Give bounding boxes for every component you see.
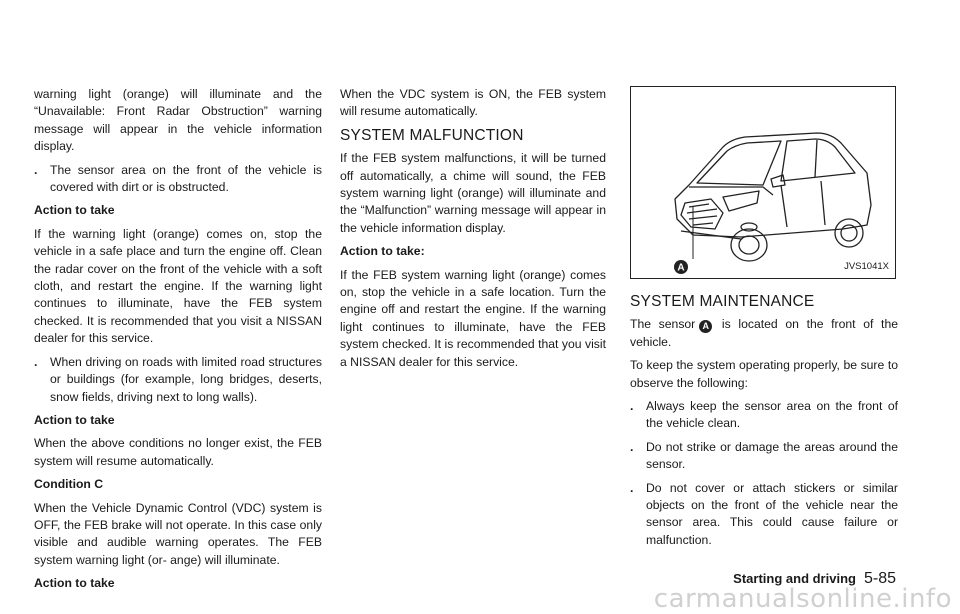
- column-right: [630, 86, 898, 555]
- bullet-text: The sensor area on the front of the vehicle is covered with dirt or is obstructed.: [50, 162, 322, 195]
- bullet-item: [630, 480, 898, 550]
- paragraph: If the warning light (orange) comes on, stop the vehicle in a safe place and turn the engine off. Clean the radar cover on the front of the vehicle with a soft cloth, and restart the engine. If the warning light continues to illuminate, have the FEB system checked. It is recommended that you visit a NISSAN dealer for this service.: [34, 226, 322, 346]
- bullet-item: [630, 398, 898, 433]
- paragraph: If the FEB system warning light (orange) comes on, stop the vehicle in a safe location. Turn the engine off and restart the engine. If the warning light continues to illuminate, have the FEB system checked. It is recommended that you visit a NISSAN dealer for this service.: [340, 267, 606, 369]
- bullet-marker: .: [630, 480, 634, 495]
- subheading-action-to-take: Action to take: [34, 412, 115, 427]
- bullet-marker: .: [630, 399, 634, 414]
- footer-section-title: Starting and driving: [733, 571, 856, 586]
- paragraph: When the above conditions no longer exist, the FEB system will resume automatically.: [34, 436, 322, 468]
- bullet-text: When driving on roads with limited road structures or buildings (for example, long bridges, deserts, snow fields, driving next to long walls).: [50, 354, 322, 404]
- subheading-action-to-take: Action to take: [34, 576, 115, 591]
- paragraph: [630, 316, 898, 351]
- section-heading-system-maintenance: SYSTEM MAINTENANCE: [630, 293, 815, 310]
- paragraph: If the FEB system malfunctions, it will be turned off automatically, a chime will sound, the FEB system warning light (orange) will illuminate and the “Malfunction” warning message will appear in the vehicle information display.: [340, 151, 606, 235]
- bullet-text: Always keep the sensor area on the front of the vehicle clean.: [646, 399, 898, 431]
- column-middle: [340, 86, 606, 377]
- callout-a-label: A: [677, 262, 685, 274]
- sensor-text: The sensor: [630, 317, 696, 332]
- column-left: [34, 86, 322, 599]
- bullet-text: Do not strike or damage the areas around the sensor.: [646, 439, 898, 472]
- bullet-text: Do not cover or attach stickers or similar objects on the front of the vehicle near the sensor area. This could cause failure or malfunction.: [646, 480, 898, 547]
- sensor-text-rest: is located on the front of the vehicle.: [630, 317, 898, 349]
- subheading-action-to-take: Action to take: [34, 203, 115, 218]
- bullet-marker: .: [630, 439, 634, 454]
- figure-code: JVS1041X: [844, 260, 889, 272]
- subheading-condition-c: Condition C: [34, 477, 104, 492]
- paragraph: When the VDC system is ON, the FEB system will resume automatically.: [340, 87, 606, 119]
- bullet-marker: .: [34, 162, 38, 177]
- vehicle-figure: [630, 86, 896, 279]
- section-heading-system-malfunction: SYSTEM MALFUNCTION: [340, 126, 524, 144]
- callout-a-inline: A: [699, 320, 712, 333]
- page-number: 5-85: [863, 570, 896, 587]
- bullet-marker: .: [34, 354, 38, 369]
- watermark: carmanualsonline.info: [653, 584, 952, 614]
- paragraph: When the Vehicle Dynamic Control (VDC) system is OFF, the FEB brake will not operate. In this case only visible and audible warning operates. The FEB system warning light (or- ange) will illuminate.: [34, 500, 322, 567]
- bullet-item: [630, 439, 898, 474]
- subheading-action-to-take: Action to take:: [340, 244, 425, 259]
- paragraph: warning light (orange) will illuminate and the “Unavailable: Front Radar Obstruction” warning message will appear in the vehicle information display.: [34, 87, 322, 154]
- car-illustration: [631, 87, 895, 278]
- bullet-item: [34, 354, 322, 406]
- paragraph: To keep the system operating properly, be sure to observe the following:: [630, 358, 898, 390]
- bullet-item: [34, 162, 322, 197]
